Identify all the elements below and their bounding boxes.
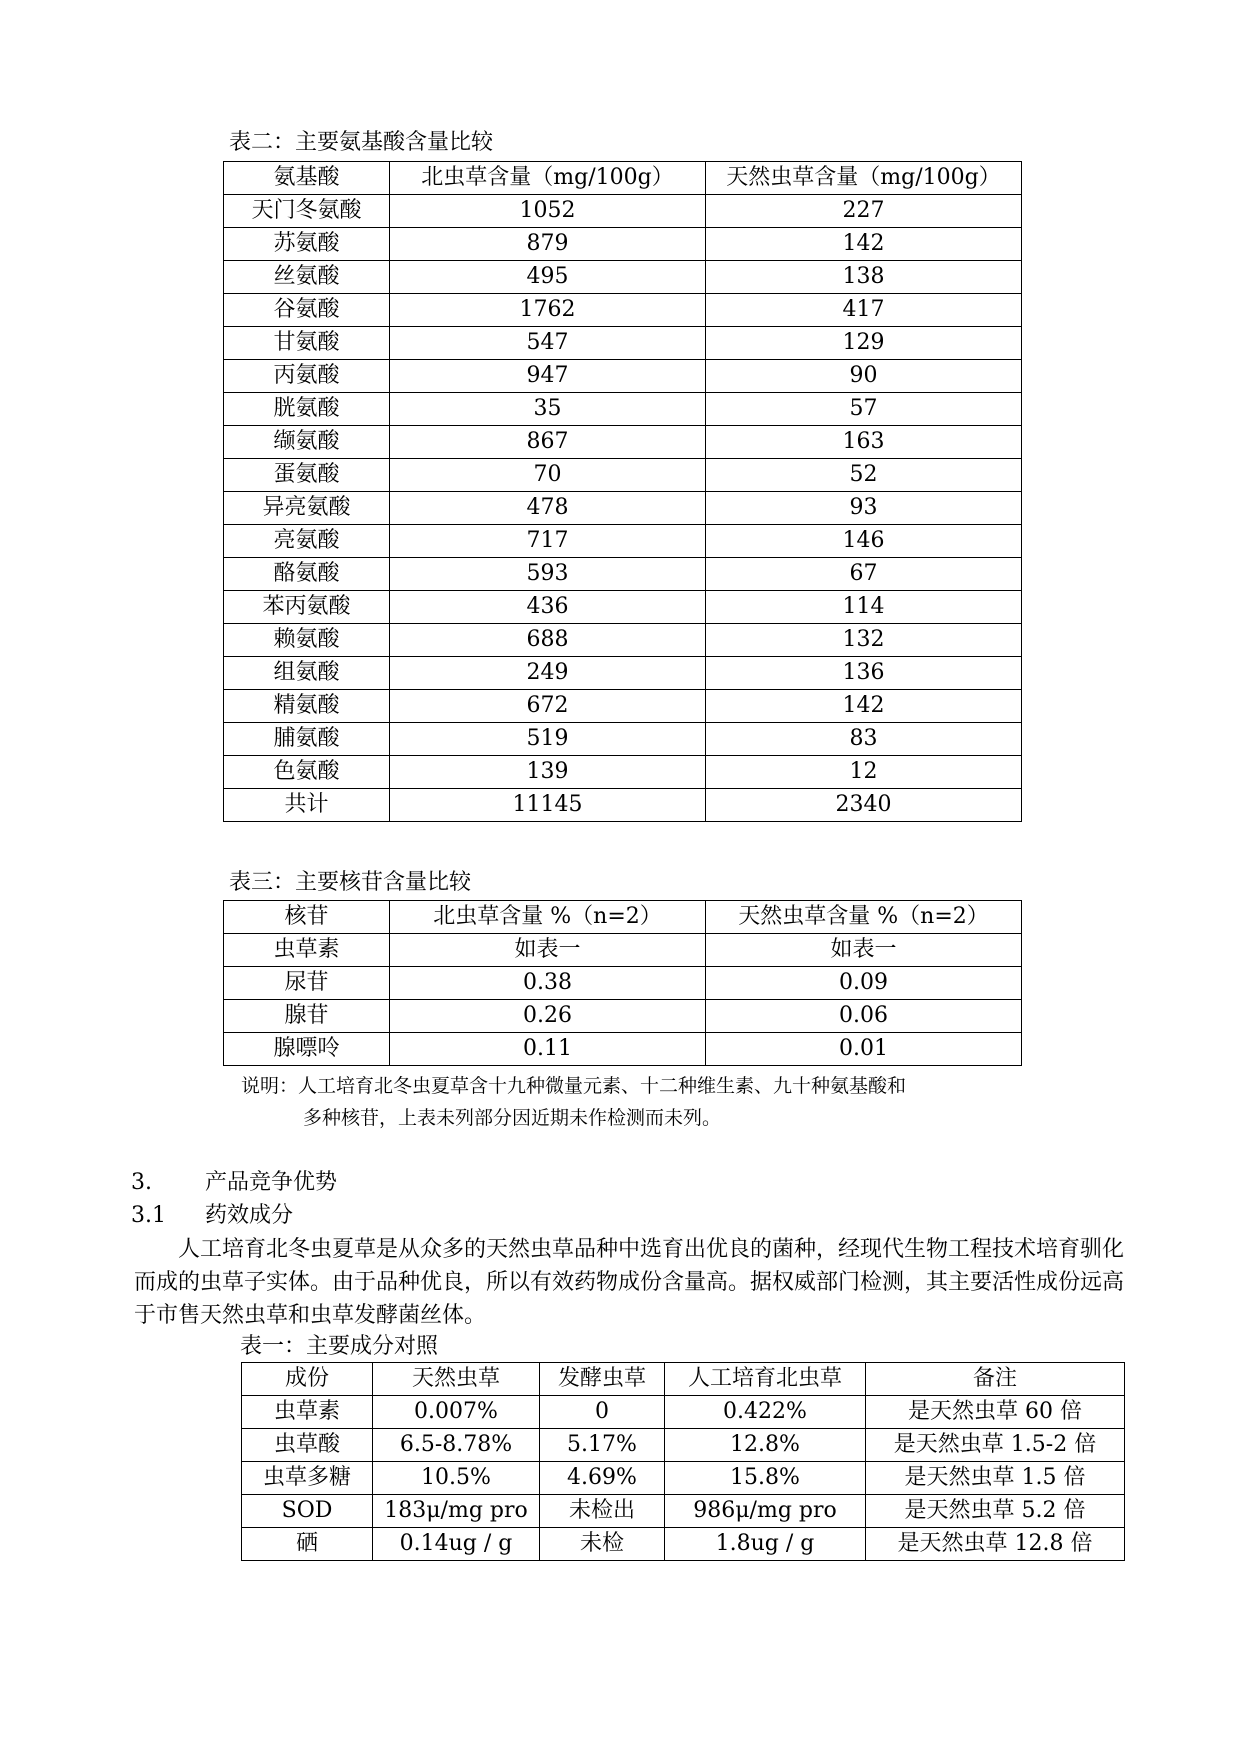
table-cell: 0.38 bbox=[390, 967, 706, 1000]
table-header-cell: 天然虫草 bbox=[373, 1363, 540, 1396]
table-cell: 249 bbox=[390, 657, 706, 690]
section-3-title: 产品竞争优势 bbox=[205, 1170, 338, 1195]
table-cell: 蛋氨酸 bbox=[224, 459, 390, 492]
table-cell: 10.5% bbox=[373, 1462, 540, 1495]
table-cell: 672 bbox=[390, 690, 706, 723]
table-row bbox=[224, 195, 1022, 228]
table-cell: 如表一 bbox=[390, 934, 706, 967]
composition-table bbox=[241, 1362, 1125, 1561]
table-cell: 5.17% bbox=[540, 1429, 665, 1462]
table-cell: 未检出 bbox=[540, 1495, 665, 1528]
section-3-1-title: 药效成分 bbox=[205, 1203, 294, 1228]
table-cell: 136 bbox=[706, 657, 1022, 690]
table-cell: 547 bbox=[390, 327, 706, 360]
paragraph-text: 人工培育北冬虫夏草是从众多的天然虫草品种中选育出优良的菌种，经现代生物工程技术培育驯化而成的虫草子实体。由于品种优良，所以有效药物成份含量高。据权威部门检测，其主要活性成份远高于市售天然虫草和虫草发酵菌丝体。 bbox=[134, 1237, 1125, 1328]
table-cell: 未检 bbox=[540, 1528, 665, 1561]
table-row bbox=[224, 591, 1022, 624]
table-cell: 93 bbox=[706, 492, 1022, 525]
table-row bbox=[224, 756, 1022, 789]
table-cell: 如表一 bbox=[706, 934, 1022, 967]
table-cell: 是天然虫草 5.2 倍 bbox=[866, 1495, 1125, 1528]
body-paragraph bbox=[134, 1233, 1124, 1332]
table-cell: 57 bbox=[706, 393, 1022, 426]
table-cell: 0.01 bbox=[706, 1033, 1022, 1066]
table-cell: 436 bbox=[390, 591, 706, 624]
table-cell: 共计 bbox=[224, 789, 390, 822]
table-row bbox=[242, 1495, 1125, 1528]
table-cell: 是天然虫草 12.8 倍 bbox=[866, 1528, 1125, 1561]
table-cell: 丝氨酸 bbox=[224, 261, 390, 294]
table-cell: 70 bbox=[390, 459, 706, 492]
table-cell: 腺苷 bbox=[224, 1000, 390, 1033]
table-row bbox=[224, 393, 1022, 426]
table-cell: 227 bbox=[706, 195, 1022, 228]
table-cell: 183μ/mg pro bbox=[373, 1495, 540, 1528]
table-cell: 是天然虫草 1.5-2 倍 bbox=[866, 1429, 1125, 1462]
table-cell: 11145 bbox=[390, 789, 706, 822]
table-cell: 赖氨酸 bbox=[224, 624, 390, 657]
table-cell: 缬氨酸 bbox=[224, 426, 390, 459]
table-cell: 虫草素 bbox=[242, 1396, 373, 1429]
table-header-row bbox=[224, 901, 1022, 934]
table-cell: 138 bbox=[706, 261, 1022, 294]
table-cell: 苏氨酸 bbox=[224, 228, 390, 261]
table-header-cell: 北虫草含量 %（n=2） bbox=[390, 901, 706, 934]
table-cell: 硒 bbox=[242, 1528, 373, 1561]
table-row bbox=[224, 360, 1022, 393]
table-cell: 139 bbox=[390, 756, 706, 789]
amino-acid-table bbox=[223, 161, 1022, 822]
table-row bbox=[224, 690, 1022, 723]
table-row bbox=[242, 1429, 1125, 1462]
table-cell: 1.8ug / g bbox=[665, 1528, 866, 1561]
table-cell: 腺嘌呤 bbox=[224, 1033, 390, 1066]
table-row bbox=[224, 558, 1022, 591]
table-cell: 163 bbox=[706, 426, 1022, 459]
table1-caption: 表一：主要成分对照 bbox=[240, 1334, 439, 1359]
table-cell: 苯丙氨酸 bbox=[224, 591, 390, 624]
table-cell: 色氨酸 bbox=[224, 756, 390, 789]
note-line-1: 说明：人工培育北冬虫夏草含十九种微量元素、十二种维生素、九十种氨基酸和 bbox=[241, 1075, 907, 1097]
table-row bbox=[242, 1462, 1125, 1495]
table-cell: 90 bbox=[706, 360, 1022, 393]
table-cell: 虫草多糖 bbox=[242, 1462, 373, 1495]
table-header-row bbox=[224, 162, 1022, 195]
table-row bbox=[224, 967, 1022, 1000]
table-cell: 亮氨酸 bbox=[224, 525, 390, 558]
table-cell: 867 bbox=[390, 426, 706, 459]
table-row bbox=[242, 1396, 1125, 1429]
table-cell: 2340 bbox=[706, 789, 1022, 822]
table-cell: 谷氨酸 bbox=[224, 294, 390, 327]
note-line-2: 多种核苷，上表未列部分因近期未作检测而未列。 bbox=[303, 1107, 722, 1129]
table-header-cell: 人工培育北虫草 bbox=[665, 1363, 866, 1396]
table-cell: 酪氨酸 bbox=[224, 558, 390, 591]
table-cell: 异亮氨酸 bbox=[224, 492, 390, 525]
table-row bbox=[224, 426, 1022, 459]
table-cell: 0.11 bbox=[390, 1033, 706, 1066]
section-3-heading bbox=[131, 1168, 337, 1198]
table-header-row bbox=[242, 1363, 1125, 1396]
table-cell: 尿苷 bbox=[224, 967, 390, 1000]
table-cell: 0.09 bbox=[706, 967, 1022, 1000]
table-cell: 947 bbox=[390, 360, 706, 393]
table2-caption: 表二：主要氨基酸含量比较 bbox=[229, 130, 494, 155]
table-cell: 丙氨酸 bbox=[224, 360, 390, 393]
section-3-1-number: 3.1 bbox=[131, 1203, 166, 1228]
table-cell: 12.8% bbox=[665, 1429, 866, 1462]
table-row bbox=[224, 789, 1022, 822]
table-cell: 15.8% bbox=[665, 1462, 866, 1495]
table-cell: 146 bbox=[706, 525, 1022, 558]
table-cell: 组氨酸 bbox=[224, 657, 390, 690]
table-cell: 0.007% bbox=[373, 1396, 540, 1429]
table-cell: 1762 bbox=[390, 294, 706, 327]
table-cell: 132 bbox=[706, 624, 1022, 657]
table-cell: 虫草素 bbox=[224, 934, 390, 967]
table-row bbox=[224, 459, 1022, 492]
table-cell: 天门冬氨酸 bbox=[224, 195, 390, 228]
table-row bbox=[224, 294, 1022, 327]
table-row bbox=[224, 1033, 1022, 1066]
table-cell: 0.06 bbox=[706, 1000, 1022, 1033]
table-cell: 688 bbox=[390, 624, 706, 657]
table-cell: SOD bbox=[242, 1495, 373, 1528]
table-row bbox=[224, 492, 1022, 525]
table-row bbox=[224, 723, 1022, 756]
table-cell: 717 bbox=[390, 525, 706, 558]
table-cell: 129 bbox=[706, 327, 1022, 360]
table-row bbox=[224, 228, 1022, 261]
table-cell: 114 bbox=[706, 591, 1022, 624]
table-cell: 0.422% bbox=[665, 1396, 866, 1429]
table-header-cell: 天然虫草含量 %（n=2） bbox=[706, 901, 1022, 934]
table-cell: 417 bbox=[706, 294, 1022, 327]
table-cell: 879 bbox=[390, 228, 706, 261]
table-cell: 精氨酸 bbox=[224, 690, 390, 723]
table-row bbox=[224, 624, 1022, 657]
table-cell: 4.69% bbox=[540, 1462, 665, 1495]
table-cell: 142 bbox=[706, 690, 1022, 723]
table-header-cell: 成份 bbox=[242, 1363, 373, 1396]
table-cell: 甘氨酸 bbox=[224, 327, 390, 360]
table-header-cell: 发酵虫草 bbox=[540, 1363, 665, 1396]
table-cell: 495 bbox=[390, 261, 706, 294]
table-cell: 67 bbox=[706, 558, 1022, 591]
table-row bbox=[224, 525, 1022, 558]
table-cell: 986μ/mg pro bbox=[665, 1495, 866, 1528]
table-header-cell: 北虫草含量（mg/100g） bbox=[390, 162, 706, 195]
table-header-cell: 核苷 bbox=[224, 901, 390, 934]
table-cell: 142 bbox=[706, 228, 1022, 261]
table-cell: 12 bbox=[706, 756, 1022, 789]
table-header-cell: 备注 bbox=[866, 1363, 1125, 1396]
table3-caption: 表三：主要核苷含量比较 bbox=[229, 870, 472, 895]
table-cell: 胱氨酸 bbox=[224, 393, 390, 426]
table-cell: 是天然虫草 1.5 倍 bbox=[866, 1462, 1125, 1495]
table-row bbox=[224, 327, 1022, 360]
table-cell: 0 bbox=[540, 1396, 665, 1429]
nucleoside-table bbox=[223, 900, 1022, 1066]
section-3-1-heading bbox=[131, 1201, 293, 1231]
table-cell: 6.5-8.78% bbox=[373, 1429, 540, 1462]
table-cell: 0.14ug / g bbox=[373, 1528, 540, 1561]
table-row bbox=[242, 1528, 1125, 1561]
table-cell: 35 bbox=[390, 393, 706, 426]
table-cell: 593 bbox=[390, 558, 706, 591]
table-cell: 0.26 bbox=[390, 1000, 706, 1033]
table-cell: 是天然虫草 60 倍 bbox=[866, 1396, 1125, 1429]
table-header-cell: 氨基酸 bbox=[224, 162, 390, 195]
table-cell: 83 bbox=[706, 723, 1022, 756]
table-cell: 虫草酸 bbox=[242, 1429, 373, 1462]
table-row bbox=[224, 261, 1022, 294]
table-cell: 1052 bbox=[390, 195, 706, 228]
table-cell: 478 bbox=[390, 492, 706, 525]
table-row bbox=[224, 1000, 1022, 1033]
table-cell: 脯氨酸 bbox=[224, 723, 390, 756]
table-cell: 519 bbox=[390, 723, 706, 756]
table-row bbox=[224, 934, 1022, 967]
table-header-cell: 天然虫草含量（mg/100g） bbox=[706, 162, 1022, 195]
table-row bbox=[224, 657, 1022, 690]
table-cell: 52 bbox=[706, 459, 1022, 492]
section-3-number: 3. bbox=[131, 1170, 152, 1195]
